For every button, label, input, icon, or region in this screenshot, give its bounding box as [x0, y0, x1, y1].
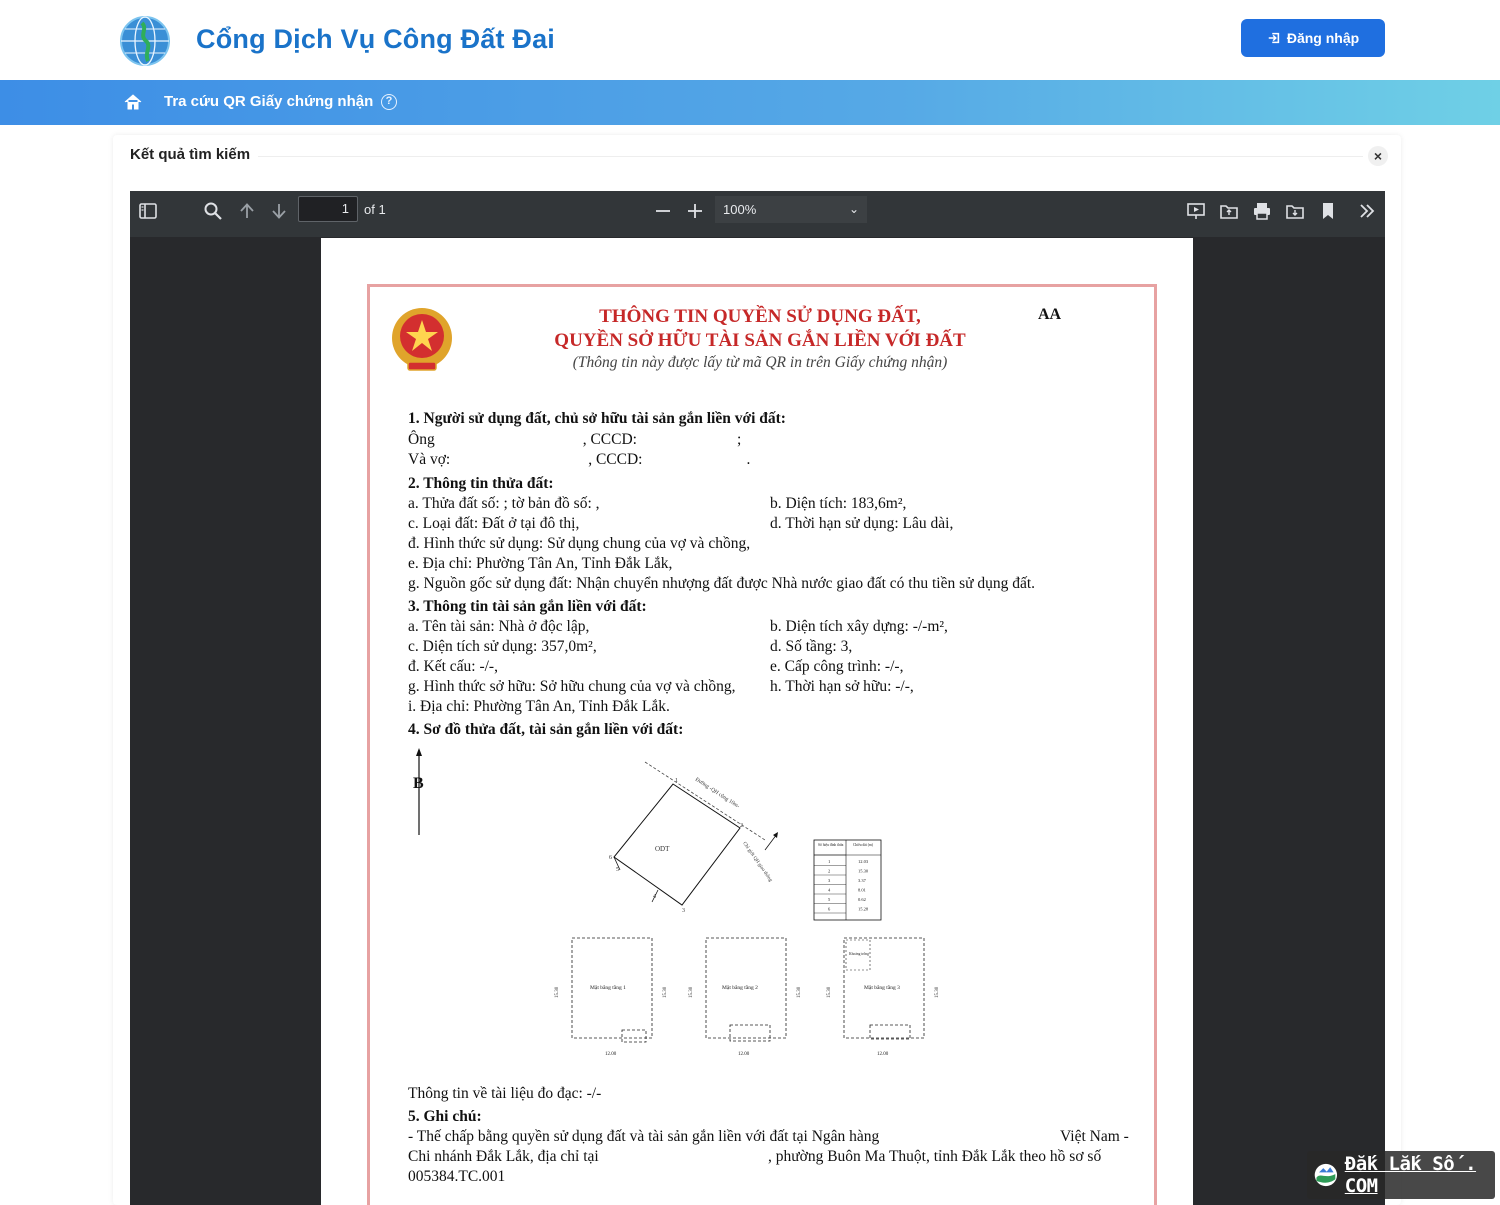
spouse-cccd-label: , CCCD:: [588, 451, 643, 468]
download-icon[interactable]: [1284, 200, 1306, 222]
previous-page-icon[interactable]: [236, 200, 258, 222]
globe-logo-icon[interactable]: [115, 15, 175, 67]
ownership-form-line: g. Hình thức sở hữu: Sở hữu chung của vợ và chồng,: [408, 678, 736, 695]
sidebar-toggle-icon[interactable]: [137, 200, 159, 222]
search-icon[interactable]: [202, 200, 224, 222]
table-header-length: Chiều dài (m): [853, 843, 873, 847]
owner-name-line: [408, 431, 741, 449]
floor-plan-1: [555, 938, 668, 1057]
parcel-area-line: b. Diện tích: 183,6m²,: [770, 495, 907, 512]
floor3-height-right: 15.30: [935, 986, 940, 998]
usable-area-line: c. Diện tích sử dụng: 357,0m²,: [408, 638, 597, 655]
bookmark-icon[interactable]: [1317, 200, 1339, 222]
page-number-input[interactable]: 1: [298, 196, 358, 222]
floors-line: d. Số tầng: 3,: [770, 638, 853, 655]
parcel-diagram: [400, 740, 960, 1070]
table-header-vertex: Số hiệu đỉnh thửa: [818, 843, 844, 847]
parcel-label: ODT: [655, 845, 670, 853]
spouse-name-line: [408, 451, 750, 469]
vertex-3: 3: [682, 908, 685, 914]
north-label: B: [413, 775, 424, 792]
table-row-vertex: 2: [828, 868, 831, 874]
spouse-line-end: .: [746, 451, 751, 468]
table-row-length: 15.30: [858, 868, 869, 874]
zoom-select[interactable]: [715, 196, 867, 223]
floor2-height: 15.30: [689, 986, 694, 998]
login-icon: [1267, 31, 1281, 45]
home-icon[interactable]: [123, 92, 143, 112]
vertex-1: 1: [675, 778, 678, 784]
presentation-mode-icon[interactable]: [1185, 200, 1207, 222]
table-row-length: 0.62: [858, 897, 866, 902]
asset-address-line: i. Địa chỉ: Phường Tân An, Tỉnh Đắk Lắk.: [408, 698, 670, 715]
floor2-width: 12.00: [738, 1052, 750, 1057]
note-line-1b: Việt Nam -: [1060, 1128, 1129, 1145]
parcel-number-line: a. Thửa đất số: ; tờ bản đồ số: ,: [408, 495, 600, 512]
structure-line: đ. Kết cấu: -/-,: [408, 658, 498, 675]
floor3-label: Mặt bằng tầng 3: [864, 985, 900, 991]
owner-cccd-label: , CCCD:: [582, 431, 637, 448]
section1-heading: 1. Người sử dụng đất, chủ sở hữu tài sản gắn liền với đất:: [408, 410, 786, 427]
document-title-line1: THÔNG TIN QUYỀN SỬ DỤNG ĐẤT,: [599, 306, 921, 327]
owner-line-end: ;: [736, 431, 742, 448]
section2-heading: 2. Thông tin thửa đất:: [408, 475, 554, 492]
usage-form-line: đ. Hình thức sử dụng: Sử dụng chung của vợ và chồng,: [408, 535, 751, 552]
floor1-height: 15.30: [555, 986, 560, 998]
page-count: of 1: [364, 202, 386, 217]
floor3-width: 12.00: [877, 1052, 889, 1057]
asset-name-line: a. Tên tài sản: Nhà ở độc lập,: [408, 618, 590, 635]
note-line-3: 005384.TC.001: [408, 1168, 506, 1185]
panel-divider: [258, 156, 1363, 157]
land-origin-line: g. Nguồn gốc sử dụng đất: Nhận chuyển nhượng đất được Nhà nước giao đất có thu tiền sử dụng đất.: [408, 575, 1036, 592]
watermark-text: Đắk Lắk Số . COM: [1344, 1153, 1477, 1197]
stair-label: Khoảng trống: [849, 952, 869, 956]
table-row-length: 12.03: [858, 859, 869, 864]
table-row-vertex: 4: [828, 887, 831, 893]
login-label: Đăng nhập: [1286, 30, 1360, 46]
next-page-icon[interactable]: [268, 200, 290, 222]
floor-plan-3: [827, 938, 940, 1057]
vertex-2: 2: [740, 823, 743, 829]
note-line-1a: - Thế chấp bằng quyền sử dụng đất và tài sản gắn liền với đất tại Ngân hàng: [408, 1128, 880, 1145]
vertex-6: 6: [609, 855, 612, 861]
edge-length-table: [814, 840, 881, 920]
section4-heading: 4. Sơ đồ thửa đất, tài sản gắn liền với đất:: [408, 721, 684, 738]
zoom-value: 100%: [723, 202, 757, 217]
floor2-label: Mặt bằng tầng 2: [722, 985, 758, 991]
chevron-down-icon: ⌄: [848, 202, 859, 216]
spouse-label: Và vợ:: [408, 451, 451, 468]
road-label: Đường -QH cộng 10m-: [693, 776, 741, 810]
build-area-line: b. Diện tích xây dựng: -/-m²,: [770, 618, 948, 635]
floor1-label: Mặt bằng tầng 1: [590, 985, 626, 991]
table-row-vertex: 1: [828, 859, 831, 864]
document-title-line2: QUYỀN SỞ HỮU TÀI SẢN GẮN LIỀN VỚI ĐẤT: [554, 330, 966, 351]
floor1-height-right: 15.30: [663, 986, 668, 998]
table-row-vertex: 3: [828, 878, 831, 883]
land-type-line: c. Loại đất: Đất ở tại đô thị,: [408, 515, 580, 532]
setback-label: Chỉ giới QH giao thông: [741, 841, 773, 883]
land-address-line: e. Địa chỉ: Phường Tân An, Tỉnh Đắk Lắk,: [408, 555, 673, 572]
note-line-2b: , phường Buôn Ma Thuột, tỉnh Đắk Lắk theo hồ sơ số: [768, 1148, 1102, 1165]
floor2-height-right: 15.30: [797, 986, 802, 998]
survey-info-line: Thông tin về tài liệu đo đạc: -/-: [408, 1085, 602, 1102]
open-file-icon[interactable]: [1218, 200, 1240, 222]
section5-heading: 5. Ghi chú:: [408, 1108, 482, 1125]
table-row-length: 3.37: [858, 878, 866, 883]
help-icon[interactable]: ?: [381, 94, 397, 110]
table-row-length: 15.28: [858, 906, 869, 912]
document-code: AA: [1038, 306, 1062, 323]
document-subtitle: (Thông tin này được lấy từ mã QR in trên Giấy chứng nhận): [572, 354, 948, 371]
floor3-height: 15.30: [827, 986, 832, 998]
table-row-vertex: 6: [828, 906, 831, 912]
building-grade-line: e. Cấp công trình: -/-,: [770, 658, 904, 675]
tools-menu-icon[interactable]: [1356, 200, 1378, 222]
zoom-in-icon[interactable]: [684, 200, 706, 222]
ownership-term-line: h. Thời hạn sở hữu: -/-,: [770, 678, 914, 695]
login-button[interactable]: [1241, 19, 1385, 57]
watermark: [1307, 1151, 1495, 1199]
table-row-vertex: 5: [828, 897, 831, 902]
vertex-5: 5: [616, 867, 619, 873]
floor-plan-2: [689, 938, 802, 1057]
nav-qr-lookup-link[interactable]: Tra cứu QR Giấy chứng nhận: [164, 93, 374, 110]
zoom-out-icon[interactable]: [652, 200, 674, 222]
print-icon[interactable]: [1251, 200, 1273, 222]
land-term-line: d. Thời hạn sử dụng: Lâu dài,: [770, 515, 954, 532]
section3-heading: 3. Thông tin tài sản gắn liền với đất:: [408, 598, 647, 615]
site-title[interactable]: Cổng Dịch Vụ Công Đất Đai: [196, 24, 555, 54]
table-row-length: 8.01: [858, 887, 866, 893]
owner-label: Ông: [408, 431, 435, 448]
watermark-logo-icon: [1313, 1160, 1339, 1190]
vertex-4: 4: [653, 894, 656, 900]
note-line-2a: Chi nhánh Đắk Lắk, địa chỉ tại: [408, 1148, 599, 1165]
panel-title: Kết quả tìm kiếm: [130, 146, 251, 163]
close-icon[interactable]: ×: [1368, 146, 1388, 166]
floor1-width: 12.00: [605, 1052, 617, 1057]
